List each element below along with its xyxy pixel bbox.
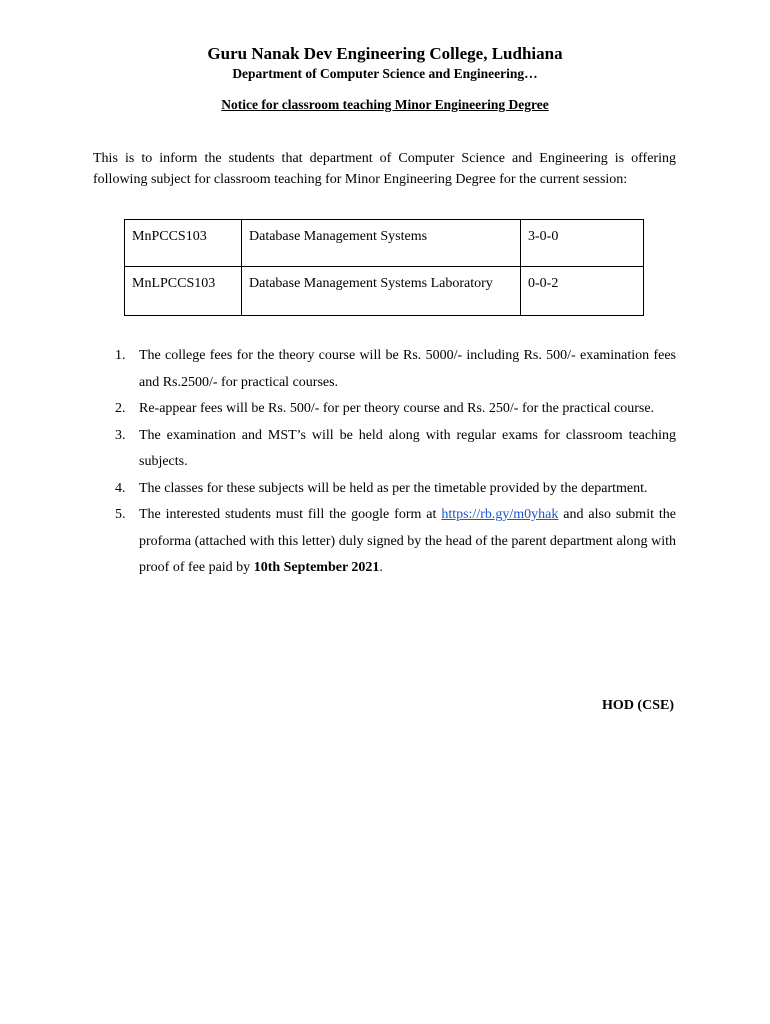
- department-name: Department of Computer Science and Engineering…: [232, 66, 538, 81]
- subject-code: MnPCCS103: [125, 220, 242, 267]
- list-item: [112, 476, 676, 503]
- deadline-date: 10th September 2021: [253, 560, 380, 575]
- table-row: [125, 220, 644, 267]
- point-text: The college fees for the theory course will be Rs. 5000/- including Rs. 500/- examination fees and Rs.2500/- for practical courses.: [139, 348, 676, 390]
- notice-title: Notice for classroom teaching Minor Engineering Degree: [221, 97, 549, 112]
- subject-ltp: 0-0-2: [521, 267, 644, 316]
- subject-name: Database Management Systems: [242, 220, 521, 267]
- point-number: 2.: [115, 401, 126, 416]
- point-number: 1.: [115, 348, 126, 363]
- signature: HOD (CSE): [602, 698, 674, 713]
- point-number: 4.: [115, 480, 126, 496]
- subject-name: Database Management Systems Laboratory: [242, 267, 521, 316]
- notice-points-list: [112, 343, 676, 582]
- point-text: The examination and MST’s will be held along with regular exams for classroom teaching subjects.: [139, 427, 676, 469]
- point-text: Re-appear fees will be Rs. 500/- for per theory course and Rs. 250/- for the practical course.: [139, 401, 655, 416]
- list-item: [112, 396, 676, 423]
- point-text: and also submit the proforma (attached with this letter) duly signed by the head of the parent department along with proof of fee paid by: [139, 507, 676, 575]
- intro-paragraph: This is to inform the students that department of Computer Science and Engineering is offering following subject for classroom teaching for Minor Engineering Degree for the current session:: [93, 151, 676, 187]
- point-text: The classes for these subjects will be held as per the timetable provided by the department.: [139, 480, 648, 496]
- google-form-link[interactable]: https://rb.gy/m0yhak: [441, 507, 559, 522]
- point-text: .: [379, 560, 383, 575]
- point-text: The interested students must fill the google form at: [139, 507, 442, 522]
- list-item: [112, 502, 676, 582]
- point-number: 5.: [115, 507, 126, 522]
- list-item: [112, 423, 676, 476]
- subject-code: MnLPCCS103: [125, 267, 242, 316]
- college-name: Guru Nanak Dev Engineering College, Ludhiana: [207, 44, 563, 63]
- subject-ltp: 3-0-0: [521, 220, 644, 267]
- subject-table: [124, 219, 644, 316]
- point-number: 3.: [115, 427, 126, 443]
- table-row: [125, 267, 644, 316]
- list-item: [112, 343, 676, 396]
